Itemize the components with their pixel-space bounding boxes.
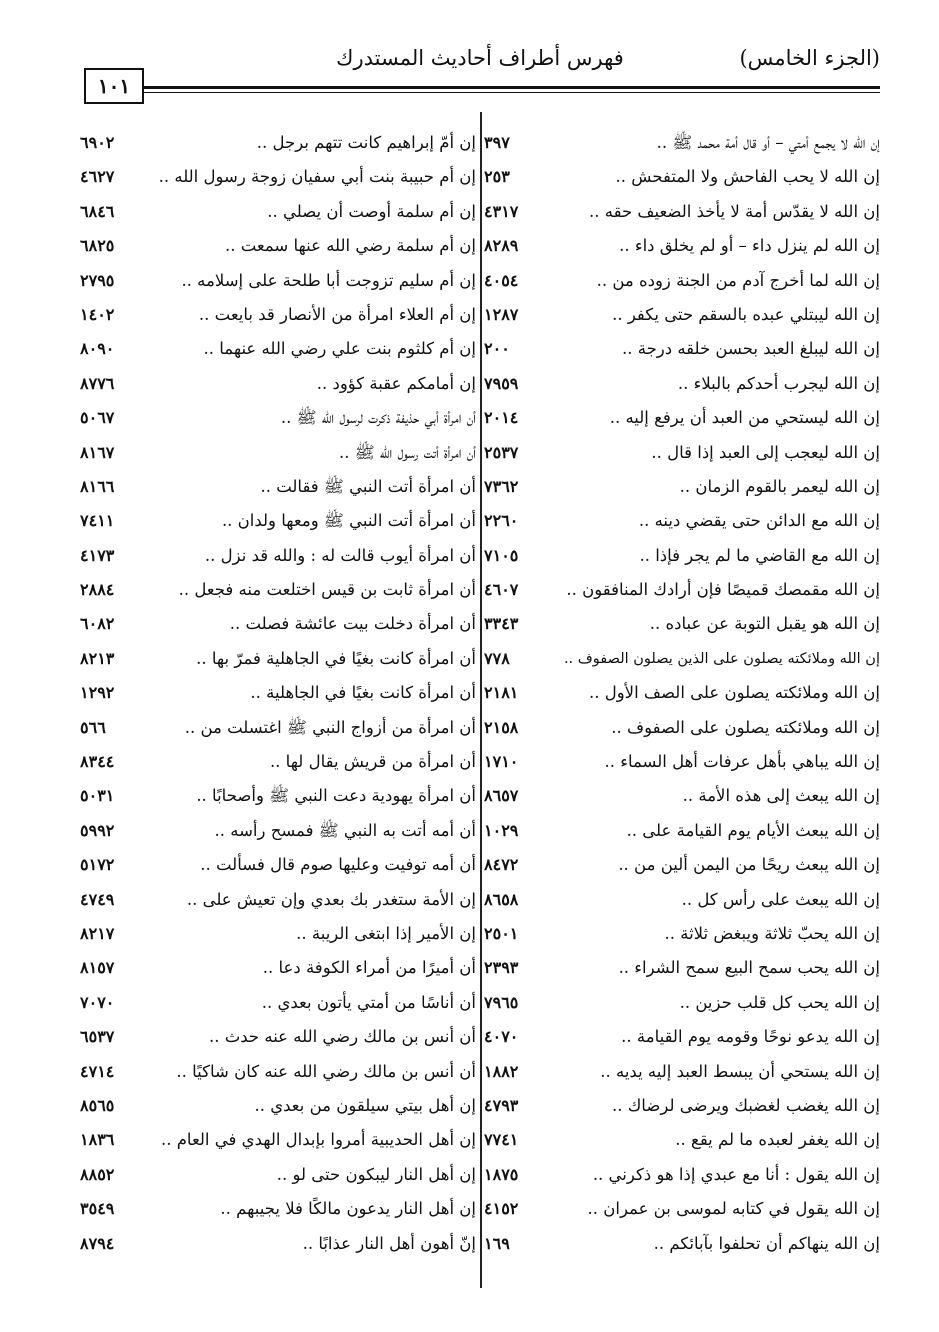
hadith-number: ٢٥٣ [484, 167, 510, 187]
hadith-number: ٥٠٦٧ [80, 408, 115, 428]
index-entry [80, 401, 476, 435]
hadith-number: ٨٧٧٦ [80, 373, 115, 393]
hadith-text: إن الله ليعمر بالقوم الزمان .. [679, 476, 880, 496]
index-entry [80, 607, 476, 641]
hadith-number: ٥١٧٢ [80, 855, 115, 875]
hadith-text: أن أناسًا من أمتي يأتون بعدي .. [261, 992, 476, 1012]
hadith-text: إن الله وملائكته يصلون على الصفوف .. [611, 717, 880, 737]
hadith-number: ٣٣٤٣ [484, 614, 519, 634]
hadith-text: إن أهل بيتي سيلقون من بعدي .. [254, 1095, 476, 1115]
page-header [80, 40, 880, 110]
index-entry [80, 676, 476, 710]
hadith-text: إن أهل النار يدعون مالكًا فلا يجيبهم .. [220, 1199, 476, 1219]
index-entry [80, 539, 476, 573]
hadith-text: إن الله ليستحي من العبد أن يرفع إليه .. [609, 408, 880, 428]
index-entry [80, 229, 476, 263]
hadith-number: ٧٧٤١ [484, 1130, 519, 1150]
index-entry [484, 1192, 880, 1226]
index-entry [80, 779, 476, 813]
index-entry [80, 367, 476, 401]
index-entry [484, 1020, 880, 1054]
index-entry [80, 848, 476, 882]
hadith-text: أن أمه أتت به النبي ﷺ فمسح رأسه .. [214, 820, 476, 840]
index-entry [484, 436, 880, 470]
index-entry [80, 951, 476, 985]
hadith-number: ٨١٦٧ [80, 442, 115, 462]
index-entry [80, 1158, 476, 1192]
hadith-number: ٨٦٥٨ [484, 889, 519, 909]
index-entry [484, 367, 880, 401]
index-entry [484, 711, 880, 745]
hadith-number: ٢٥٠١ [484, 923, 519, 943]
hadith-number: ٧٤١١ [80, 511, 115, 531]
hadith-text: إن الأمة ستغدر بك بعدي وإن تعيش على .. [186, 889, 476, 909]
hadith-text: إن أهل النار ليبكون حتى لو .. [276, 1164, 476, 1184]
index-entry [484, 883, 880, 917]
hadith-text: إن الله يبعث على رأس كل .. [681, 889, 880, 909]
hadith-number: ٤٦٢٧ [80, 167, 115, 187]
hadith-text: أن امرأة يهودية دعت النبي ﷺ وأصحابًا .. [196, 786, 476, 806]
hadith-number: ٦٠٨٢ [80, 614, 115, 634]
index-entry [484, 917, 880, 951]
index-entry [484, 1055, 880, 1089]
hadith-text: إن أم سليم تزوجت أبا طلحة على إسلامه .. [181, 270, 476, 290]
index-entry [80, 1227, 476, 1261]
hadith-number: ١٨٣٦ [80, 1130, 115, 1150]
hadith-number: ١٢٩٢ [80, 683, 115, 703]
hadith-text: إن الله مع القاضي ما لم يجر فإذا .. [639, 545, 880, 565]
hadith-number: ٧٩٥٩ [484, 373, 519, 393]
hadith-text: إن الله مع الدائن حتى يقضي دينه .. [638, 511, 880, 531]
index-entry [484, 504, 880, 538]
hadith-number: ٤٠٥٤ [484, 270, 519, 290]
hadith-text: إن أم حبيبة بنت أبي سفيان زوجة رسول الله .. [158, 167, 476, 187]
index-entry [484, 814, 880, 848]
index-entry [80, 160, 476, 194]
hadith-text: أن أنس بن مالك رضي الله عنه حدث .. [208, 1027, 476, 1047]
hadith-number: ٣٥٤٩ [80, 1199, 115, 1219]
hadith-text: إن أم كلثوم بنت علي رضي الله عنهما .. [203, 339, 476, 359]
hadith-number: ١٦٩ [484, 1233, 510, 1253]
index-entry [80, 711, 476, 745]
index-entry [80, 332, 476, 366]
index-entry [484, 298, 880, 332]
hadith-number: ٤٧٤٩ [80, 889, 115, 909]
hadith-text: إن الله ليجرب أحدكم بالبلاء .. [677, 373, 880, 393]
column-divider [480, 112, 482, 1288]
header-rule-thin [142, 92, 880, 93]
index-entry [80, 1123, 476, 1157]
hadith-text: إن الله ليبلغ العبد بحسن خلقه درجة .. [621, 339, 880, 359]
index-entry [80, 436, 476, 470]
hadith-text: إن الله وملائكته يصلون على الصف الأول .. [588, 683, 880, 703]
hadith-number: ٧٣٦٢ [484, 476, 519, 496]
hadith-number: ٨٢١٣ [80, 648, 115, 668]
hadith-number: ٤٣١٧ [484, 201, 519, 221]
hadith-number: ٢٧٩٥ [80, 270, 115, 290]
hadith-text: أن أنس بن مالك رضي الله عنه كان شاكيًا .. [176, 1061, 476, 1081]
hadith-number: ٨٤٧٢ [484, 855, 519, 875]
index-entry [80, 986, 476, 1020]
hadith-text: إن الله يحبّ ثلاثة ويبغض ثلاثة .. [664, 923, 880, 943]
hadith-text: أن أمه توفيت وعليها صوم قال فسألت .. [200, 855, 476, 875]
hadith-text: إن أهل الحديبية أمروا بإبدال الهدي في العام .. [160, 1130, 476, 1150]
hadith-text: أن امرأة أتت رسول الله ﷺ .. [338, 442, 476, 462]
hadith-number: ١٨٨٢ [484, 1061, 519, 1081]
hadith-number: ٧٠٧٠ [80, 992, 115, 1012]
index-entry [80, 264, 476, 298]
hadith-text: إن الله وملائكته يصلون على الذين يصلون الصفوف .. [563, 650, 880, 667]
index-entry [80, 642, 476, 676]
hadith-number: ٨٣٤٤ [80, 752, 115, 772]
hadith-number: ٧٧٨ [484, 648, 510, 668]
index-entry [80, 195, 476, 229]
hadith-text: إن الأمير إذا ابتغى الريبة .. [296, 923, 476, 943]
index-entry [484, 332, 880, 366]
hadith-text: إن الله يدعو نوحًا وقومه يوم القيامة .. [621, 1027, 880, 1047]
hadith-number: ٢١٥٨ [484, 717, 519, 737]
index-entry [80, 1089, 476, 1123]
hadith-text: أن امرأة من أزواج النبي ﷺ اغتسلت من .. [184, 717, 476, 737]
hadith-number: ٨٨٥٢ [80, 1164, 115, 1184]
hadith-number: ١٧١٠ [484, 752, 519, 772]
hadith-number: ٥٠٣١ [80, 786, 115, 806]
index-entry [80, 745, 476, 779]
index-entry [484, 264, 880, 298]
index-entry [80, 814, 476, 848]
hadith-number: ٢٣٩٣ [484, 958, 519, 978]
hadith-text: إن أم سلمة أوصت أن يصلي .. [267, 201, 476, 221]
index-entry [484, 642, 880, 676]
hadith-number: ٢٢٦٠ [484, 511, 519, 531]
hadith-number: ٤٦٠٧ [484, 580, 519, 600]
hadith-number: ٧١٠٥ [484, 545, 519, 565]
index-entry [484, 951, 880, 985]
hadith-text: إن أم العلاء امرأة من الأنصار قد بايعت .. [198, 304, 476, 324]
index-entry [80, 883, 476, 917]
hadith-text: إن الله ليعجب إلى العبد إذا قال .. [651, 442, 880, 462]
hadith-text: إن الله لا يقدّس أمة لا يأخذ الضعيف حقه .. [589, 201, 880, 221]
hadith-number: ١٨٧٥ [484, 1164, 519, 1184]
hadith-text: إن أمامكم عقبة كؤود .. [316, 373, 476, 393]
hadith-number: ١٤٠٢ [80, 304, 115, 324]
hadith-text: أن امرأة من قريش يقال لها .. [269, 752, 476, 772]
index-entry [484, 607, 880, 641]
hadith-number: ٢١٨١ [484, 683, 519, 703]
hadith-number: ٦٨٤٦ [80, 201, 115, 221]
hadith-number: ١٢٨٧ [484, 304, 519, 324]
index-entry [484, 539, 880, 573]
index-entry [484, 779, 880, 813]
index-entry [80, 298, 476, 332]
hadith-text: إن الله لا يجمع أمتي – أو قال أمة محمد ﷺ .. [656, 133, 880, 152]
hadith-text: أن امرأة دخلت بيت عائشة فصلت .. [229, 614, 476, 634]
hadith-number: ٨١٦٦ [80, 476, 115, 496]
index-entry [484, 470, 880, 504]
right-column [484, 126, 880, 1261]
hadith-number: ٢٠١٤ [484, 408, 519, 428]
index-entry [484, 1123, 880, 1157]
index-entry [484, 986, 880, 1020]
hadith-number: ٥٩٩٢ [80, 820, 115, 840]
hadith-text: إن الله مقمصك قميصًا فإن أرادك المنافقون .. [566, 580, 880, 600]
volume-label: (الجزء الخامس) [739, 46, 880, 70]
hadith-number: ٢٠٠ [484, 339, 510, 359]
left-column [80, 126, 476, 1261]
hadith-text: إن الله يقول في كتابه لموسى بن عمران .. [587, 1199, 880, 1219]
index-entry [80, 126, 476, 160]
index-entry [80, 470, 476, 504]
hadith-text: إن الله يحب سمح البيع سمح الشراء .. [618, 958, 880, 978]
index-entry [80, 1020, 476, 1054]
hadith-text: إن الله يستحي أن يبسط العبد إليه يديه .. [600, 1061, 880, 1081]
hadith-text: إن الله لم ينزل داء – أو لم يخلق داء .. [619, 236, 880, 256]
index-entry [484, 229, 880, 263]
hadith-number: ٦٨٢٥ [80, 236, 115, 256]
index-entry [484, 676, 880, 710]
index-entry [484, 1158, 880, 1192]
hadith-number: ٨٠٩٠ [80, 339, 115, 359]
hadith-text: إن الله يباهي بأهل عرفات أهل السماء .. [604, 752, 880, 772]
index-entry [484, 126, 880, 160]
index-entry [484, 848, 880, 882]
hadith-number: ٨٢١٧ [80, 923, 115, 943]
hadith-number: ٤٧٩٣ [484, 1095, 519, 1115]
hadith-text: أن امرأة أبي حذيفة ذكرت لرسول الله ﷺ .. [280, 408, 476, 428]
hadith-number: ٢٨٨٤ [80, 580, 115, 600]
hadith-number: ٨١٥٧ [80, 958, 115, 978]
hadith-number: ٦٩٠٢ [80, 133, 115, 152]
hadith-number: ١٠٢٩ [484, 820, 519, 840]
hadith-text: أن امرأة كانت بغيًا في الجاهلية .. [250, 683, 476, 703]
hadith-text: إن الله يبعث إلى هذه الأمة .. [682, 786, 880, 806]
hadith-text: إن الله يبعث ريحًا من اليمن ألين من .. [618, 855, 880, 875]
index-entry [484, 1089, 880, 1123]
hadith-number: ٢٥٣٧ [484, 442, 519, 462]
hadith-text: إنّ أهون أهل النار عذابًا .. [302, 1233, 476, 1253]
hadith-number: ٤١٧٣ [80, 545, 115, 565]
hadith-number: ٧٩٦٥ [484, 992, 519, 1012]
index-entry [484, 160, 880, 194]
page-number: ١٠١ [84, 68, 144, 104]
index-entry [80, 504, 476, 538]
hadith-number: ٤١٥٢ [484, 1199, 519, 1219]
hadith-text: إن الله لا يحب الفاحش ولا المتفحش .. [615, 167, 880, 187]
index-entry [484, 573, 880, 607]
hadith-text: أن امرأة أتت النبي ﷺ ومعها ولدان .. [221, 511, 476, 531]
hadith-text: أن امرأة أيوب قالت له : والله قد نزل .. [204, 545, 476, 565]
index-entry [484, 1227, 880, 1261]
hadith-number: ٥٦٦ [80, 717, 106, 737]
index-entry [80, 1055, 476, 1089]
index-entry [484, 195, 880, 229]
hadith-text: إن الله يبعث الأيام يوم القيامة على .. [626, 820, 880, 840]
index-entry [80, 1192, 476, 1226]
hadith-text: إن أمّ إبراهيم كانت تتهم برجل .. [256, 133, 476, 152]
hadith-number: ٨٦٥٧ [484, 786, 519, 806]
hadith-text: إن الله يغفر لعبده ما لم يقع .. [675, 1130, 880, 1150]
page-title: فهرس أطراف أحاديث المستدرك [336, 46, 624, 70]
hadith-number: ٦٥٣٧ [80, 1027, 115, 1047]
hadith-text: إن الله ليبتلي عبده بالسقم حتى يكفر .. [612, 304, 880, 324]
index-entry [484, 745, 880, 779]
header-rule-thick [142, 86, 880, 89]
hadith-text: إن أم سلمة رضي الله عنها سمعت .. [224, 236, 476, 256]
hadith-text: إن الله يقول : أنا مع عبدي إذا هو ذكرني .. [592, 1164, 880, 1184]
hadith-number: ٣٩٧ [484, 133, 510, 152]
hadith-number: ٨٧٩٤ [80, 1233, 115, 1253]
hadith-text: إن الله ينهاكم أن تحلفوا بآبائكم .. [653, 1233, 880, 1253]
index-entry [80, 573, 476, 607]
hadith-number: ٤٠٧٠ [484, 1027, 519, 1047]
hadith-text: إن الله هو يقبل التوبة عن عباده .. [649, 614, 880, 634]
hadith-text: أن أميرًا من أمراء الكوفة دعا .. [262, 958, 476, 978]
hadith-text: إن الله يغضب لغضبك ويرضى لرضاك .. [611, 1095, 880, 1115]
hadith-text: أن امرأة كانت بغيًا في الجاهلية فمرّ بها .. [196, 648, 476, 668]
hadith-number: ٤٧١٤ [80, 1061, 115, 1081]
hadith-text: إن الله لما أخرج آدم من الجنة زوده من .. [596, 270, 880, 290]
hadith-text: أن امرأة أتت النبي ﷺ فقالت .. [260, 476, 476, 496]
index-entry [484, 401, 880, 435]
hadith-text: إن الله يحب كل قلب حزين .. [679, 992, 880, 1012]
hadith-text: أن امرأة ثابت بن قيس اختلعت منه فجعل .. [178, 580, 476, 600]
hadith-number: ٨٢٨٩ [484, 236, 519, 256]
hadith-number: ٨٥٦٥ [80, 1095, 115, 1115]
index-entry [80, 917, 476, 951]
